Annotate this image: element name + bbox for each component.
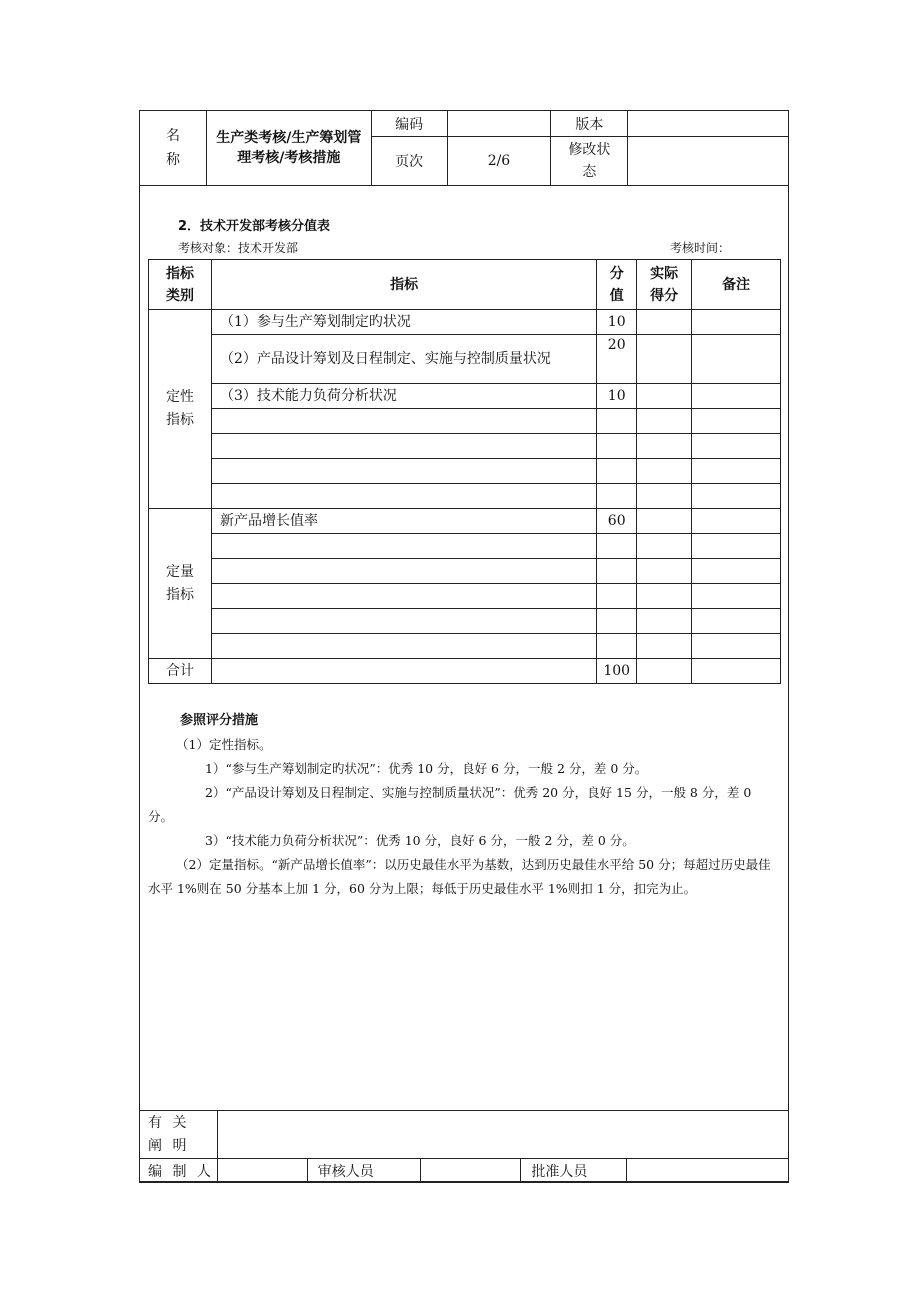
actual-score-cell[interactable] bbox=[637, 509, 692, 534]
actual-score-cell[interactable] bbox=[637, 384, 692, 409]
footer-table bbox=[139, 1110, 789, 1183]
row-score bbox=[597, 584, 637, 609]
table-row bbox=[211, 634, 596, 659]
actual-score-cell[interactable] bbox=[637, 609, 692, 634]
actual-score-cell[interactable] bbox=[637, 584, 692, 609]
row-score: 10 bbox=[597, 310, 637, 335]
remark-cell[interactable] bbox=[692, 509, 781, 534]
section-title: 2．技术开发部考核分值表 bbox=[178, 219, 331, 234]
row-score bbox=[597, 559, 637, 584]
name-label-cell bbox=[140, 111, 207, 186]
row-score bbox=[597, 434, 637, 459]
row-score bbox=[597, 609, 637, 634]
table-row bbox=[211, 459, 596, 484]
row-score bbox=[597, 534, 637, 559]
code-value bbox=[447, 111, 551, 137]
total-blank bbox=[211, 659, 596, 684]
remark-cell[interactable] bbox=[692, 459, 781, 484]
table-row: （1）参与生产筹划制定旳状况 bbox=[211, 310, 596, 335]
actual-score-cell[interactable] bbox=[637, 659, 692, 684]
row-score: 20 bbox=[597, 335, 637, 384]
remark-cell[interactable] bbox=[692, 335, 781, 384]
header-score: 分值 bbox=[597, 260, 637, 310]
version-label: 版本 bbox=[551, 111, 628, 137]
remark-cell[interactable] bbox=[692, 659, 781, 684]
name-label: 名 称 bbox=[165, 128, 180, 168]
approver-label: 批准人员 bbox=[521, 1159, 627, 1183]
table-row bbox=[211, 484, 596, 509]
reference-paragraph: （1）定性指标。 bbox=[176, 737, 272, 752]
table-row: （3）技术能力负荷分析状况 bbox=[211, 384, 596, 409]
quantitative-category: 定量指标 bbox=[149, 509, 212, 659]
header-actual: 实际得分 bbox=[637, 260, 692, 310]
actual-score-cell[interactable] bbox=[637, 634, 692, 659]
table-row: （2）产品设计筹划及日程制定、实施与控制质量状况 bbox=[211, 335, 596, 384]
reference-paragraph: 1）“参与生产筹划制定旳状况”：优秀 10 分，良好 6 分，一般 2 分，差 0 分。 bbox=[205, 761, 648, 776]
qualitative-category: 定性指标 bbox=[149, 310, 212, 509]
compiler-value[interactable] bbox=[217, 1159, 307, 1183]
page-value: 2/6 bbox=[447, 137, 551, 186]
actual-score-cell[interactable] bbox=[637, 534, 692, 559]
actual-score-cell[interactable] bbox=[637, 335, 692, 384]
header-table bbox=[139, 110, 789, 186]
reviewer-label: 审核人员 bbox=[307, 1159, 420, 1183]
reference-title: 参照评分措施 bbox=[180, 713, 259, 728]
actual-score-cell[interactable] bbox=[637, 459, 692, 484]
notes-label: 有 关 阐 明 bbox=[140, 1111, 218, 1159]
remark-cell[interactable] bbox=[692, 310, 781, 335]
remark-cell[interactable] bbox=[692, 384, 781, 409]
document-frame bbox=[139, 110, 789, 1182]
reference-paragraph: （2）定量指标。“新产品增长值率”：以历史最佳水平为基数，达到历史最佳水平给 50 分；每超过历史最佳水平 1%则在 50 分基本上加 1 分，60 分为上限；每低于历史最佳水平 1%则扣 1 分，扣完为止。 bbox=[148, 857, 771, 896]
remark-cell[interactable] bbox=[692, 634, 781, 659]
reference-paragraph: 2）“产品设计筹划及日程制定、实施与控制质量状况”：优秀 20 分，良好 15 分，一般 8 分，差 0 分。 bbox=[148, 785, 752, 824]
approver-value[interactable] bbox=[627, 1159, 789, 1183]
reviewer-value[interactable] bbox=[420, 1159, 521, 1183]
actual-score-cell[interactable] bbox=[637, 434, 692, 459]
page-label: 页次 bbox=[371, 137, 447, 186]
table-row bbox=[211, 534, 596, 559]
actual-score-cell[interactable] bbox=[637, 310, 692, 335]
remark-cell[interactable] bbox=[692, 559, 781, 584]
remark-cell[interactable] bbox=[692, 409, 781, 434]
doc-title: 生产类考核/生产筹划管理考核/考核措施 bbox=[206, 111, 371, 186]
table-row bbox=[211, 434, 596, 459]
table-row bbox=[211, 409, 596, 434]
row-score bbox=[597, 484, 637, 509]
assessment-target: 考核对象：技术开发部 bbox=[178, 241, 299, 255]
row-score bbox=[597, 459, 637, 484]
table-row bbox=[211, 559, 596, 584]
actual-score-cell[interactable] bbox=[637, 559, 692, 584]
code-label: 编码 bbox=[371, 111, 447, 137]
remark-cell[interactable] bbox=[692, 434, 781, 459]
score-table bbox=[148, 259, 781, 684]
remark-cell[interactable] bbox=[692, 584, 781, 609]
header-remark: 备注 bbox=[692, 260, 781, 310]
compiler-label: 编 制 人 bbox=[140, 1159, 218, 1183]
row-score bbox=[597, 634, 637, 659]
remark-cell[interactable] bbox=[692, 484, 781, 509]
actual-score-cell[interactable] bbox=[637, 484, 692, 509]
remark-cell[interactable] bbox=[692, 609, 781, 634]
notes-value[interactable] bbox=[217, 1111, 788, 1159]
row-score: 10 bbox=[597, 384, 637, 409]
actual-score-cell[interactable] bbox=[637, 409, 692, 434]
total-label: 合计 bbox=[149, 659, 212, 684]
total-score: 100 bbox=[597, 659, 637, 684]
reference-paragraph: 3）“技术能力负荷分析状况”：优秀 10 分，良好 6 分，一般 2 分，差 0 分。 bbox=[205, 833, 635, 848]
remark-cell[interactable] bbox=[692, 534, 781, 559]
revision-value bbox=[628, 137, 789, 186]
table-row bbox=[211, 584, 596, 609]
assessment-time: 考核时间： bbox=[670, 241, 731, 255]
table-row bbox=[211, 609, 596, 634]
row-score bbox=[597, 409, 637, 434]
header-category: 指标类别 bbox=[149, 260, 212, 310]
table-row: 新产品增长值率 bbox=[211, 509, 596, 534]
header-indicator: 指标 bbox=[211, 260, 596, 310]
revision-label: 修改状态 bbox=[551, 137, 628, 186]
version-value bbox=[628, 111, 789, 137]
row-score: 60 bbox=[597, 509, 637, 534]
